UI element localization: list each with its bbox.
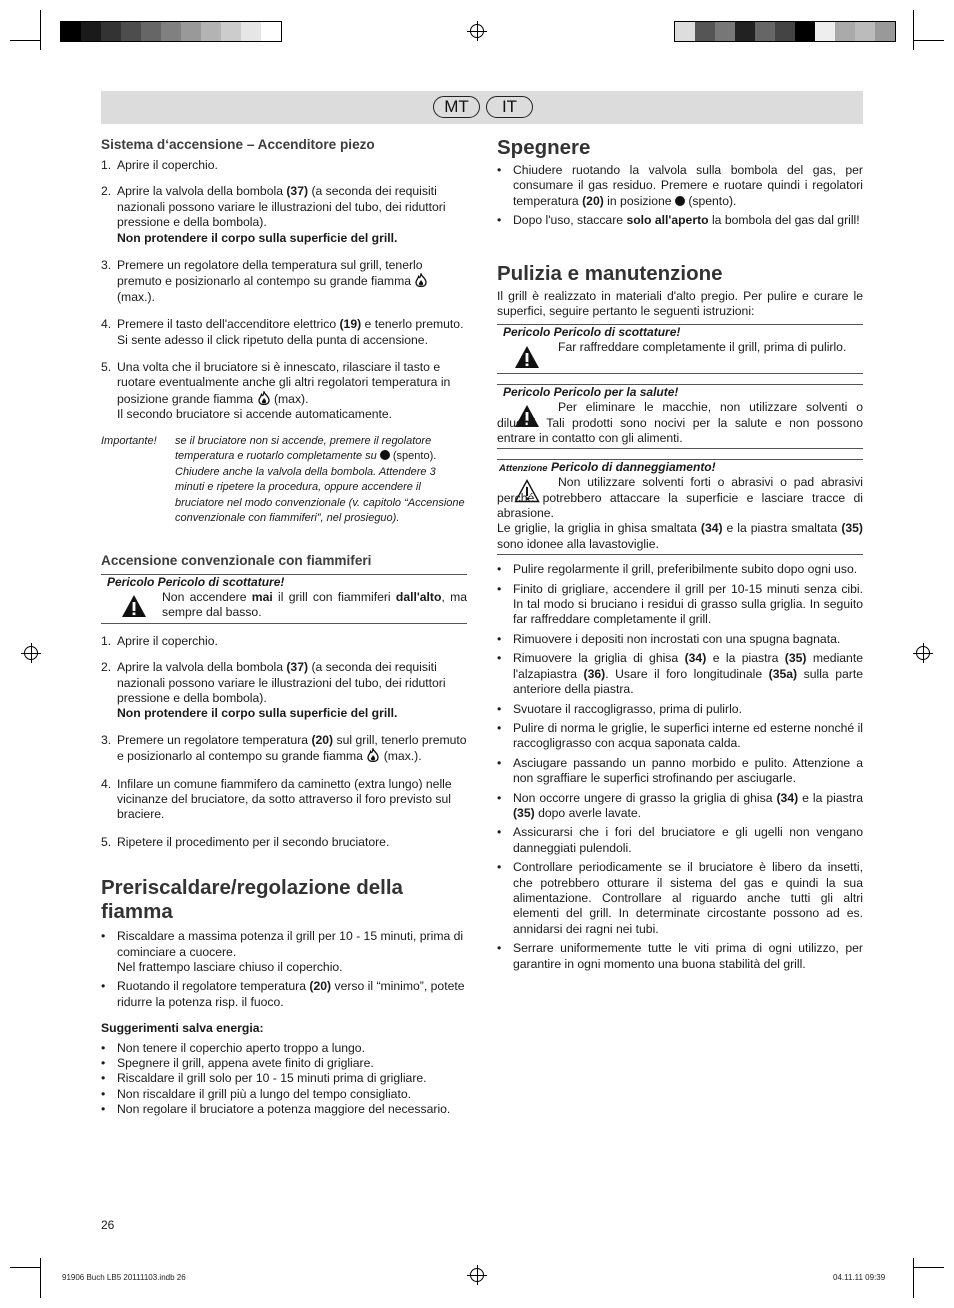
list-item: 1. Aprire il coperchio. xyxy=(101,158,218,172)
list-item: 4. Infilare un comune fiammifero da caminetto (extra lungo) nelle vicinanze del bruciatore, da sotto attraverso il foro previsto sul braciere. xyxy=(101,776,452,822)
page-number: 26 xyxy=(101,1218,115,1232)
list-item: 1. Aprire il coperchio. xyxy=(101,633,218,648)
crop-mark xyxy=(914,40,944,41)
list-item: • Chiudere ruotando la valvola sulla bombola del gas, per consumare il gas residuo. Premere e ruotare quindi i regolatori temperatura (20) in posizione (spento). xyxy=(497,163,863,208)
warning-box-burns: Pericolo Pericolo di scottature! Far raffreddare completamente il grill, prima di pulirlo. xyxy=(497,324,863,374)
list-item: • Spegnere il grill, appena avete finito di grigliare. xyxy=(101,1056,374,1070)
print-date: 04.11.11 09:39 xyxy=(833,1273,886,1282)
list-item: 5. Una volta che il bruciatore si è innescato, rilasciare il tasto e ruotare eventualmente anche gli altri regolatori temperatura in posizione grande fiamma (max). Il secondo bruciatore si accende automaticamente. xyxy=(101,360,451,422)
warning-triangle-icon xyxy=(514,345,540,369)
list-item: • Ruotando il regolatore temperatura (20) verso il “minimo”, potete ridurre la potenza risp. il fuoco. xyxy=(101,979,465,1009)
section-title-cleaning: Pulizia e manutenzione xyxy=(497,261,723,285)
list-item: • Riscaldare a massima potenza il grill per 10 - 15 minuti, prima di cominciare a cuocere. Nel frattempo lasciare chiuso il coperchio. xyxy=(101,929,464,974)
section-title-preheat: Preriscaldare/regolazione della fiamma xyxy=(101,876,403,924)
list-item: 3. Premere un regolatore della temperatura sul grill, tenerlo premuto e posizionarlo al contempo su grande fiamma (max.). xyxy=(101,258,467,305)
dishwasher-note: Le griglie, la griglia in ghisa smaltata (34) e la piastra smaltata (35) sono idonee alla lavastoviglie. xyxy=(497,521,863,551)
list-item: • Pulire di norma le griglie, le superfici interne ed esterne nonché il raccogligrasso con acqua saponata calda. xyxy=(497,720,863,751)
lang-badge-mt: MT xyxy=(433,96,480,118)
color-bar-right xyxy=(674,21,896,42)
list-item: • Controllare periodicamente se il bruciatore è libero da insetti, che potrebbero otturare il sistema del gas e quindi la sua alimentazione. Controllare al riguardo anche tutti gli altri elementi del grill. In determinate circostante possono ad es. annidarsi dei ragni nei tubi. xyxy=(497,860,863,936)
list-item: • Rimuovere la griglia di ghisa (34) e la piastra (35) mediante l'alzapiastra (36). Usare il foro longitudinale (35a) sulla parte anteriore della piastra. xyxy=(497,651,864,697)
list-item: • Finito di grigliare, accendere il grill per 10-15 minuti senza cibi. In tal modo si bruciano i residui di grasso sulla griglia. In seguito far raffreddare completamente il grill. xyxy=(497,581,863,627)
crop-mark xyxy=(40,1258,41,1298)
crop-mark xyxy=(10,40,40,41)
section-title-off: Spegnere xyxy=(497,136,591,159)
list-item: • Asciugare passando un panno morbido e pulito. Attenzione a non sgraffiare le superfici strofinando per asciugarle. xyxy=(497,755,863,786)
filled-dot-icon xyxy=(675,196,685,206)
color-bar-left xyxy=(60,21,282,42)
list-item: • Assicurarsi che i fori del bruciatore e gli ugelli non vengano danneggiati pulendoli. xyxy=(497,825,863,855)
file-info: 91906 Buch LB5 20111103.indb 26 xyxy=(62,1273,186,1282)
right-column xyxy=(497,136,863,972)
warning-box-damage: Attenzione Pericolo di danneggiamento! Non utilizzare solventi forti o abrasivi o pad abrasivi perché potrebbero attaccare la superficie e lasciare tracce di abrasione. xyxy=(497,460,863,521)
list-item: • Serrare uniformemente tutte le viti prima di ogni utilizzo, per garantire in ogni momento una buona stabilità del grill. xyxy=(497,941,863,971)
flame-icon xyxy=(366,748,380,762)
registration-mark-icon xyxy=(470,24,484,38)
crop-mark xyxy=(914,1267,944,1268)
warning-box-burns: Pericolo Pericolo di scottature! Non accendere mai il grill con fiammiferi dall'alto, ma sempre dal basso. xyxy=(101,574,467,624)
crop-mark xyxy=(10,1267,40,1268)
filled-dot-icon xyxy=(380,450,390,460)
list-item: • Non regolare il bruciatore a potenza maggiore del necessario. xyxy=(101,1102,451,1117)
list-item: • Riscaldare il grill solo per 10 - 15 minuti prima di grigliare. xyxy=(101,1071,427,1086)
list-item: • Rimuovere i depositi non incrostati con una spugna bagnata. xyxy=(497,631,841,646)
list-item: • Non occorre ungere di grasso la griglia di ghisa (34) e la piastra (35) dopo averle lavate. xyxy=(497,790,863,820)
list-item: 3. Premere un regolatore temperatura (20) sul grill, tenerlo premuto e posizionarlo al contempo su grande fiamma (max.). xyxy=(101,732,467,764)
registration-mark-icon xyxy=(916,646,930,660)
section-title-piezo: Sistema d‘accensione – Accenditore piezo xyxy=(101,137,375,152)
list-item: • Svuotare il raccogligrasso, prima di pulirlo. xyxy=(497,701,742,716)
list-item: • Pulire regolarmente il grill, preferibilmente subito dopo ogni uso. xyxy=(497,562,858,577)
registration-mark-icon xyxy=(470,1268,484,1282)
list-item: 5. Ripetere il procedimento per il secondo bruciatore. xyxy=(101,834,390,849)
list-item: • Non riscaldare il grill più a lungo del tempo consigliato. xyxy=(101,1086,412,1101)
warning-triangle-icon xyxy=(121,594,147,618)
important-note: Importante! se il bruciatore non si accende, premere il regolatore temperatura e ruotarlo completamente su (spento). Chiudere anche la valvola della bombola. Attendere 3 minuti e ripetere la procedura, oppure accendere il bruciatore nel modo convenzionale (v. capitolo “Accensione convenzionale con fiammiferi”, nel prosieguo). xyxy=(101,434,465,525)
list-item: • Non tenere il coperchio aperto troppo a lungo. xyxy=(101,1040,365,1055)
cleaning-intro: Il grill è realizzato in materiali d'alto pregio. Per pulire e curare le superfici, seguire pertanto le seguenti istruzioni: xyxy=(497,288,863,319)
crop-mark xyxy=(913,10,914,50)
language-band xyxy=(101,91,863,124)
list-item: 2. Aprire la valvola della bombola (37) (a seconda dei requisiti nazionali possono variare le illustrazioni del tubo, dei riduttori pressione e della bombola). Non protendere il corpo sulla superficie del grill. xyxy=(101,660,446,721)
flame-icon xyxy=(414,273,428,287)
warning-box-health: Pericolo Pericolo per la salute! Per eliminare le macchie, non utilizzare solventi o diluenti. Tali prodotti sono nocivi per la salute e non possono entrare in contatto con gli alimenti. xyxy=(497,384,863,449)
list-item: • Dopo l'uso, staccare solo all'aperto la bombola del gas dal grill! xyxy=(497,213,860,228)
list-item: 2. Aprire la valvola della bombola (37) (a seconda dei requisiti nazionali possono variare le illustrazioni del tubo, dei riduttori pressione e della bombola). Non protendere il corpo sulla superficie del grill. xyxy=(101,184,446,245)
lang-badge-it: IT xyxy=(486,96,533,118)
flame-icon xyxy=(257,391,271,405)
registration-mark-icon xyxy=(24,646,38,660)
crop-mark xyxy=(913,1258,914,1298)
left-column xyxy=(101,136,467,1118)
crop-mark xyxy=(40,10,41,50)
list-item: 4. Premere il tasto dell'accenditore elettrico (19) e tenerlo premuto. Si sente adesso il click ripetuto della punta di accensione. xyxy=(101,317,464,347)
section-title-matches: Accensione convenzionale con fiammiferi xyxy=(101,552,372,568)
tips-title: Suggerimenti salva energia: xyxy=(101,1021,264,1036)
